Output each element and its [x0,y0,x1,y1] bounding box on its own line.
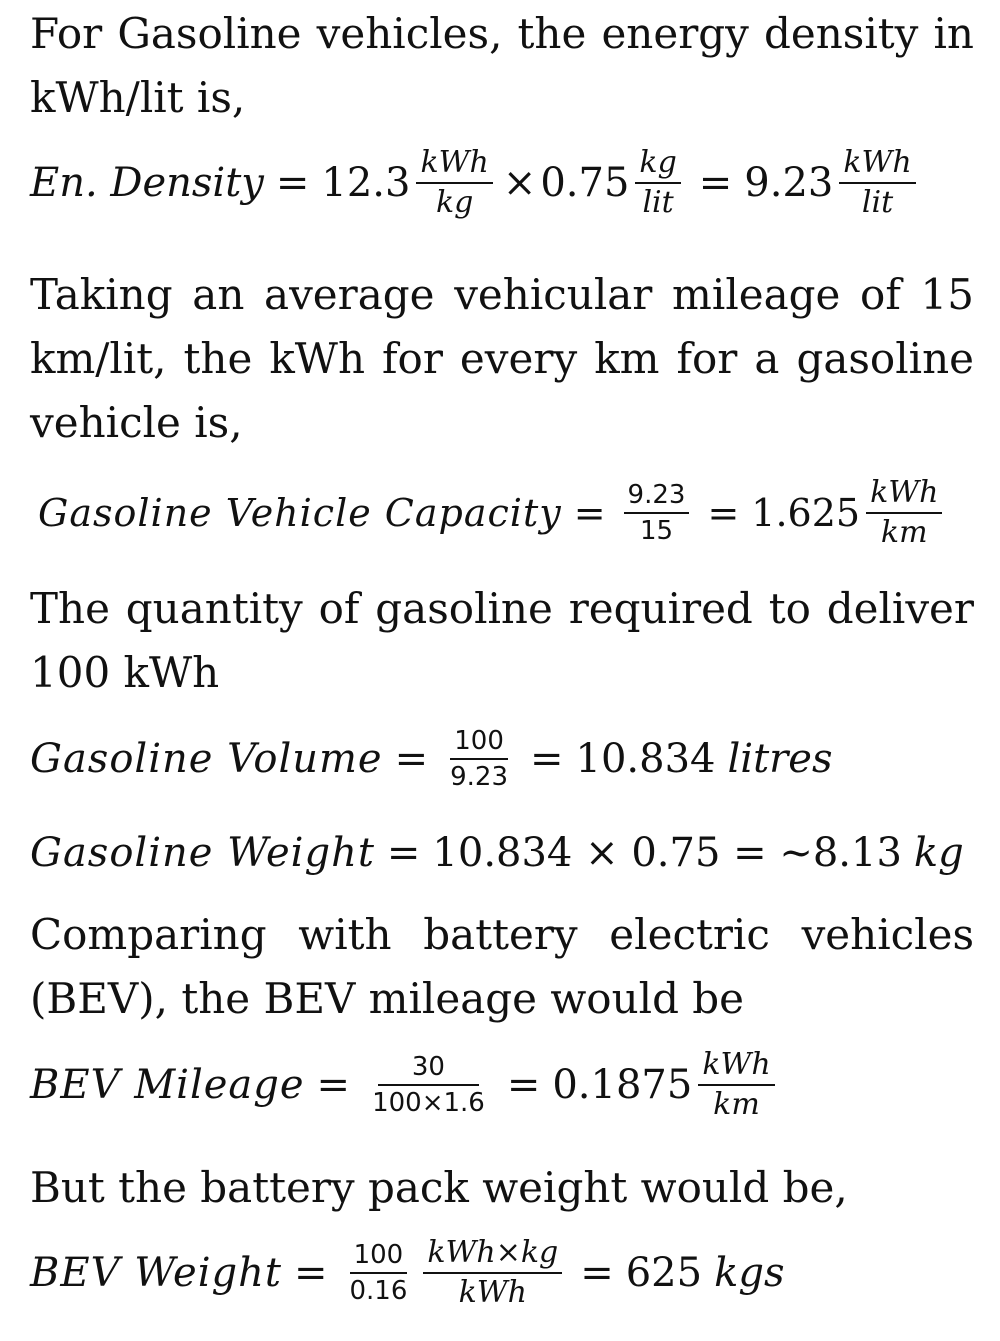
eq2-result: 1.625 [751,491,861,535]
eq3-unit: litres [727,736,833,782]
paragraph-energy-density-intro: For Gasoline vehicles, the energy density in kWh/lit is, [30,9,974,122]
eq4-lhs: Gasoline Weight [30,830,375,876]
eq5-fraction-num: 30 [378,1054,479,1086]
eq5-unit-den: km [713,1087,760,1122]
equation-bev-mileage [30,1047,781,1122]
paragraph-bev-comparison: Comparing with battery electric vehicles (BEV), the BEV mileage would be [30,910,974,1023]
paragraph-quantity-intro: The quantity of gasoline required to deliver 100 kWh [30,584,974,697]
eq2-equals: = [573,491,606,535]
eq1-fraction-c-den: lit [861,185,894,220]
eq6-equals: = [293,1250,328,1296]
paragraph-mileage-intro: Taking an average vehicular mileage of 15 km/lit, the kWh for every km for a gasoline vehicle is, [30,270,974,447]
eq2-fraction-num: 9.23 [624,482,690,514]
eq3-equals-2: = [530,736,564,782]
eq5-lhs: BEV Mileage [30,1062,305,1108]
eq6-fraction-num: 100 [350,1242,408,1274]
eq1-value-b: 0.75 [540,160,630,206]
eq3-equals: = [394,736,429,782]
eq4-unit: kg [913,830,964,876]
eq6-equals-2: = [580,1250,614,1296]
eq6-fraction-unit [423,1235,562,1310]
eq2-fraction [624,482,690,544]
eq4-rhs: 10.834 × 0.75 = ~8.13 [432,830,902,876]
eq1-equals: = [275,160,310,206]
eq5-fraction-den: 100×1.6 [372,1088,485,1118]
eq1-fraction-c [839,145,915,220]
eq1-fraction-b [635,145,680,220]
eq1-lhs: En. Density [30,160,264,206]
eq6-lhs: BEV Weight [30,1250,282,1296]
eq1-value-a: 12.3 [321,160,411,206]
eq6-unit: kgs [714,1250,785,1296]
eq5-equals-2: = [506,1062,541,1108]
eq6-fraction-den: 0.16 [349,1276,408,1306]
eq3-fraction-num: 100 [450,728,508,760]
eq5-equals: = [316,1062,351,1108]
eq6-unit-den: kWh [458,1275,527,1310]
eq2-unit-num: kWh [866,478,942,514]
equation-bev-weight [30,1235,785,1310]
equation-energy-density [30,145,922,220]
equation-gasoline-weight [30,830,964,876]
eq5-fraction [368,1054,489,1116]
eq1-fraction-a [416,145,492,220]
eq1-equals-2: = [698,160,733,206]
eq1-times: × [502,160,537,206]
eq6-result: 625 [625,1250,703,1296]
eq1-fraction-b-num: kg [635,148,680,184]
eq3-lhs: Gasoline Volume [30,736,383,782]
eq1-fraction-c-num: kWh [839,148,915,184]
eq6-fraction [345,1242,411,1304]
eq5-result: 0.1875 [552,1062,693,1108]
equation-vehicle-capacity [38,475,948,550]
eq3-fraction [446,728,512,790]
eq5-fraction-unit [698,1047,774,1122]
equation-gasoline-volume [30,728,832,790]
eq4-equals: = [386,830,421,876]
eq6-unit-num: kWh×kg [423,1238,562,1274]
eq3-fraction-den: 9.23 [450,762,509,792]
eq1-fraction-a-num: kWh [416,148,492,184]
eq2-fraction-unit [866,475,942,550]
eq1-fraction-b-den: lit [642,185,674,220]
paragraph-battery-weight-intro: But the battery pack weight would be, [30,1163,848,1212]
eq5-unit-num: kWh [698,1050,774,1086]
eq2-fraction-den: 15 [639,516,674,546]
eq1-fraction-a-den: kg [435,185,474,220]
eq2-unit-den: km [880,515,928,550]
eq1-result: 9.23 [744,160,834,206]
eq3-result: 10.834 [575,736,716,782]
eq2-lhs: Gasoline Vehicle Capacity [38,491,562,535]
eq2-equals-2: = [707,491,740,535]
